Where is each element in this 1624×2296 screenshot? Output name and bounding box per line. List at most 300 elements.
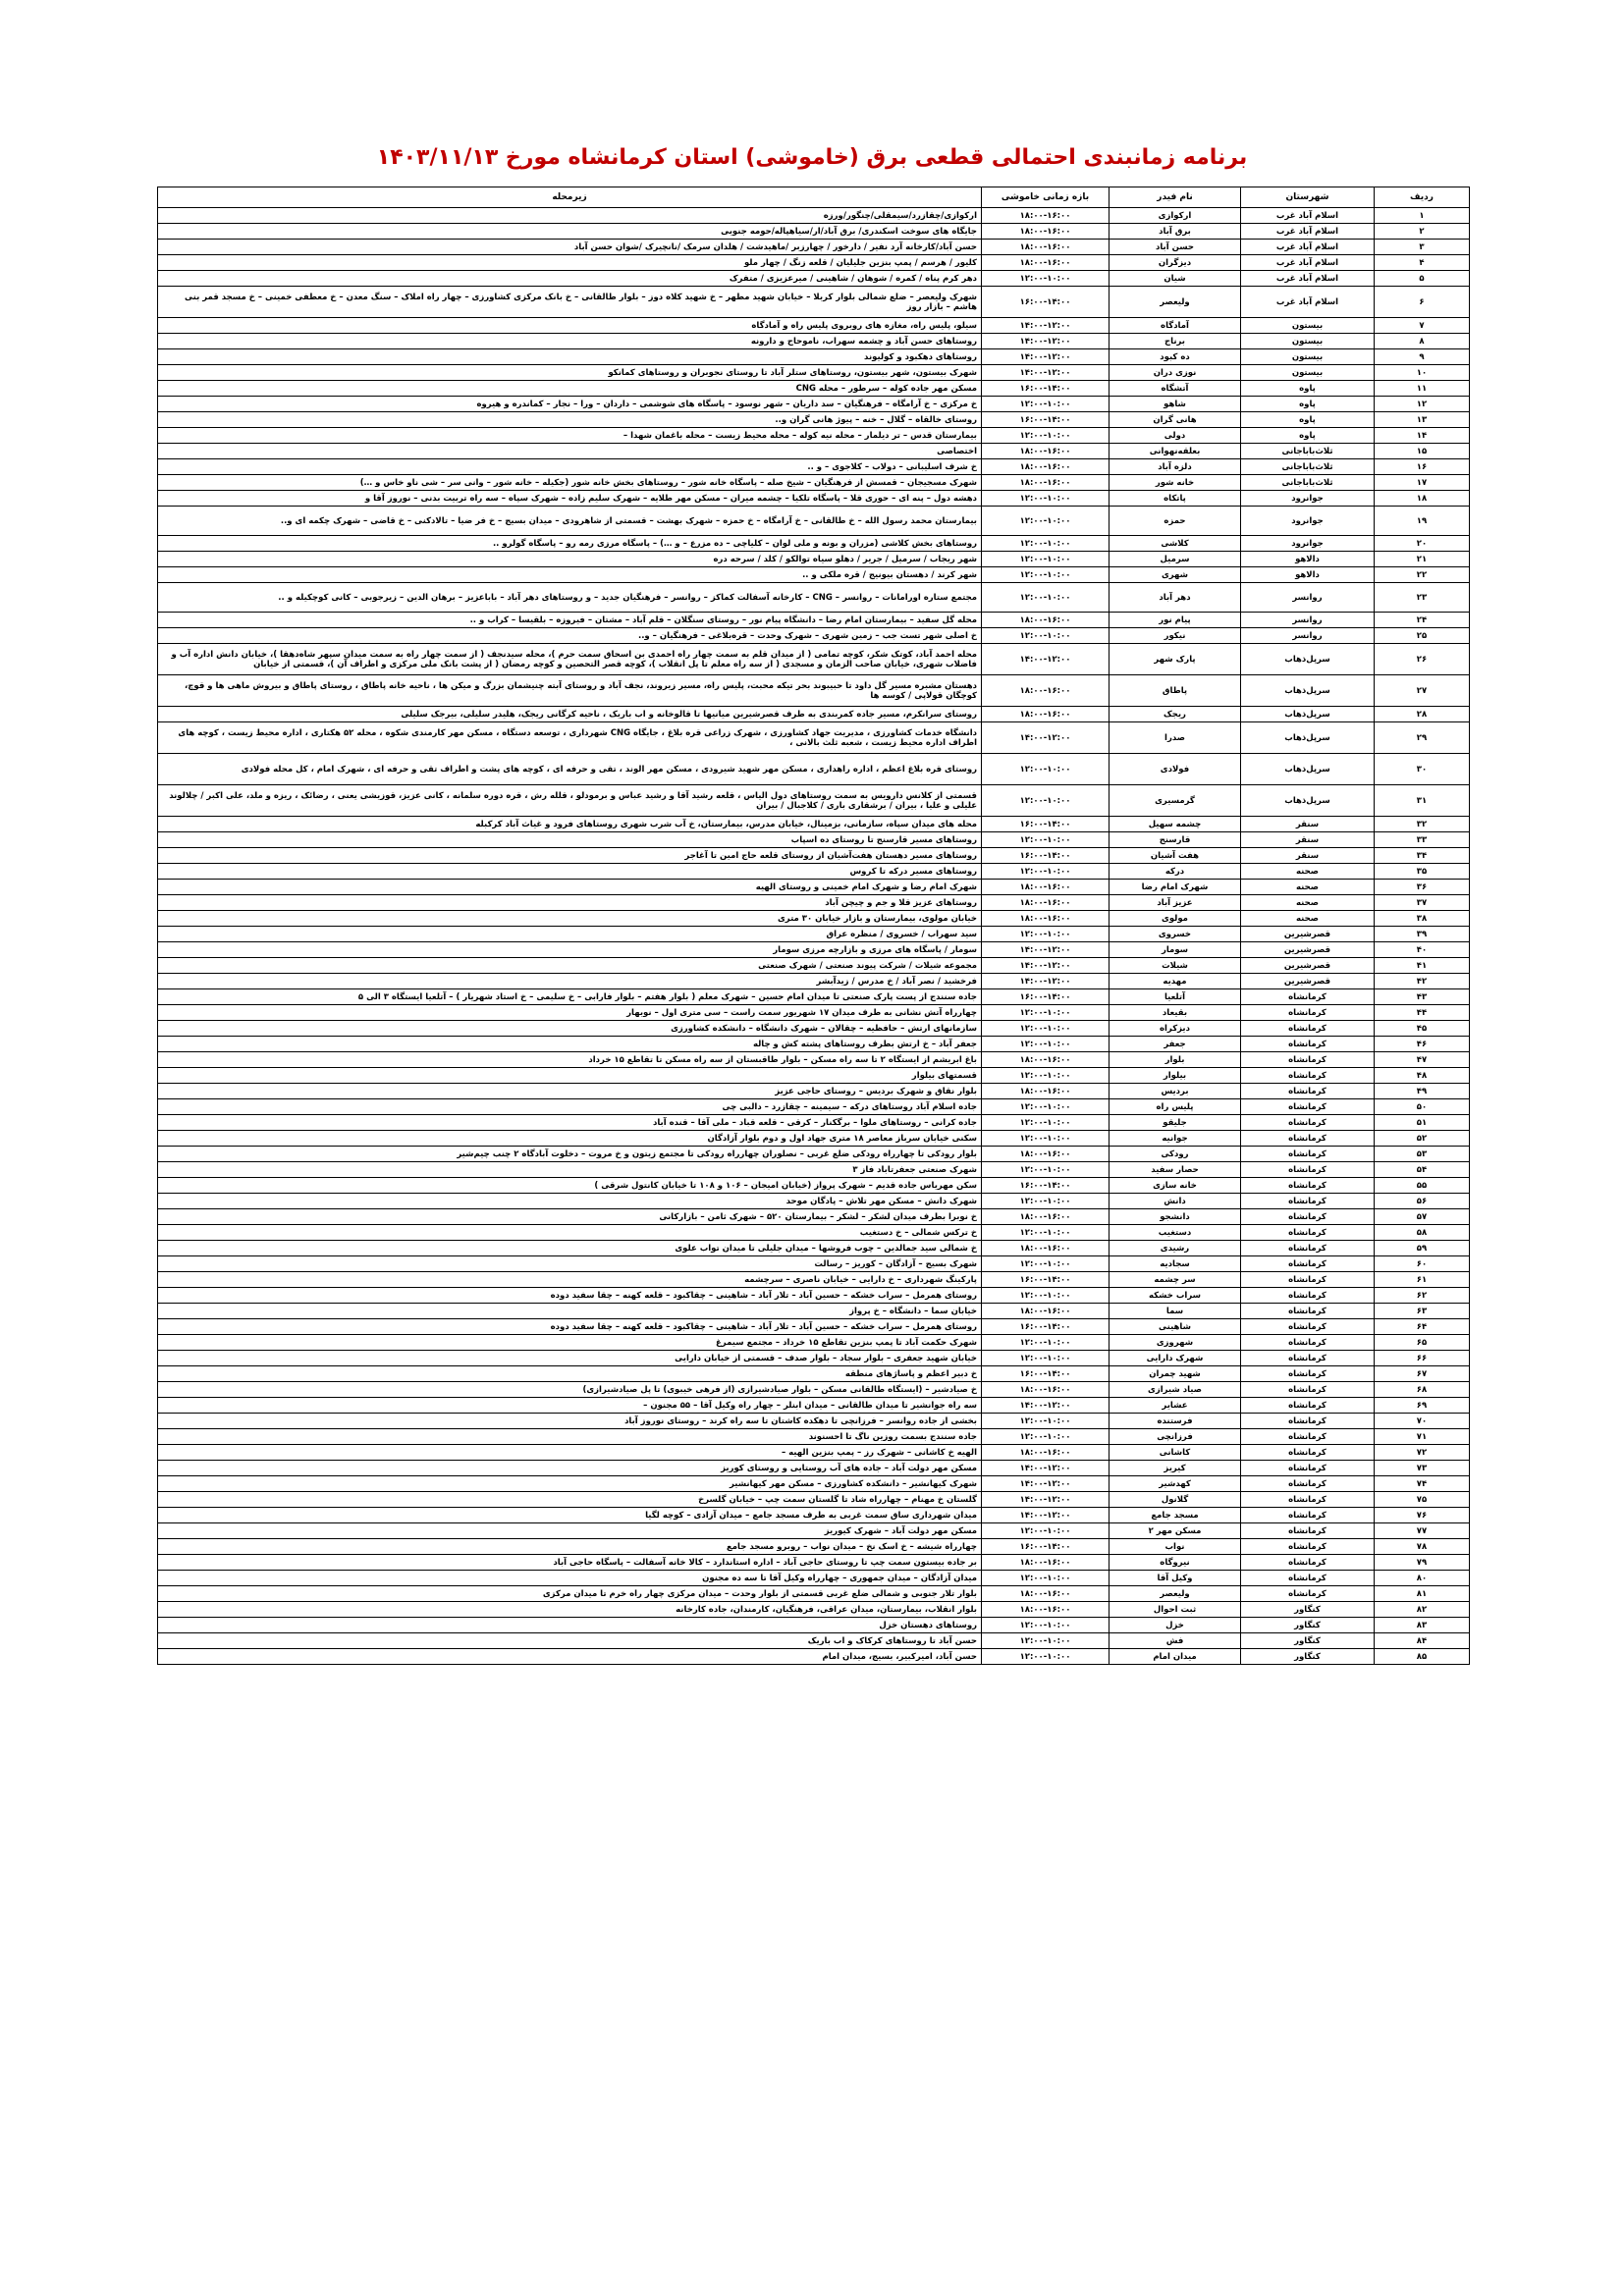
feeder-cell: سومار	[1110, 942, 1241, 958]
table-row	[158, 848, 1470, 864]
table-row	[158, 1162, 1470, 1178]
row-number-cell: ۲۰	[1375, 536, 1470, 552]
feeder-cell: نیکور	[1110, 628, 1241, 644]
county-cell: کرمانشاه	[1241, 1555, 1375, 1571]
row-number-cell: ۸۵	[1375, 1649, 1470, 1665]
table-row	[158, 1209, 1470, 1225]
feeder-cell: قارسنج	[1110, 832, 1241, 848]
table-row	[158, 958, 1470, 974]
neighborhood-cell: بیمارستان محمد رسول الله – خ طالقانی – خ آرامگاه – خ حمزه – شهرک بهشت – قسمتی از شاهرودی – میدان بسیج – خ فر ضیا – تالادکنی – خ قاضی – شهرک چکمه ای و..	[158, 507, 982, 536]
outage-time-cell: ۱۶:۰۰-۱۴:۰۰	[982, 817, 1110, 832]
feeder-cell: فولادی	[1110, 754, 1241, 785]
county-cell: کرمانشاه	[1241, 1476, 1375, 1492]
county-cell: کرمانشاه	[1241, 1335, 1375, 1351]
neighborhood-cell: میدان شهرداری ساق سمت غربی به طرف مسجد جامع – میدان آزادی – کوچه لگیا	[158, 1508, 982, 1523]
feeder-cell: حمزه	[1110, 507, 1241, 536]
table-row	[158, 1241, 1470, 1256]
county-cell: ثلاث‌باباجانی	[1241, 475, 1375, 491]
county-cell: کرمانشاه	[1241, 1586, 1375, 1602]
county-cell: کرمانشاه	[1241, 1256, 1375, 1272]
county-cell: کرمانشاه	[1241, 1178, 1375, 1194]
neighborhood-cell: شهرک امام رضا و شهرک امام خمینی و روستای الهیه	[158, 880, 982, 895]
outage-time-cell: ۱۸:۰۰-۱۶:۰۰	[982, 675, 1110, 707]
row-number-cell: ۱۶	[1375, 459, 1470, 475]
outage-time-cell: ۱۲:۰۰-۱۰:۰۰	[982, 583, 1110, 613]
county-cell: کرمانشاه	[1241, 1162, 1375, 1178]
county-cell: اسلام آباد غرب	[1241, 208, 1375, 224]
table-row	[158, 271, 1470, 287]
outage-time-cell: ۱۸:۰۰-۱۶:۰۰	[982, 1555, 1110, 1571]
county-cell: کرمانشاه	[1241, 1304, 1375, 1319]
feeder-cell: فرزانچی	[1110, 1429, 1241, 1445]
outage-time-cell: ۱۲:۰۰-۱۰:۰۰	[982, 271, 1110, 287]
table-row	[158, 1508, 1470, 1523]
feeder-cell: پارک شهر	[1110, 644, 1241, 675]
feeder-cell: شهرک امام رضا	[1110, 880, 1241, 895]
outage-time-cell: ۱۶:۰۰-۱۴:۰۰	[982, 287, 1110, 318]
feeder-cell: آتلعیا	[1110, 989, 1241, 1005]
table-row	[158, 1351, 1470, 1366]
row-number-cell: ۲	[1375, 224, 1470, 240]
feeder-cell: خزل	[1110, 1618, 1241, 1633]
outage-time-cell: ۱۸:۰۰-۱۶:۰۰	[982, 1445, 1110, 1461]
county-cell: سرپل‌ذهاب	[1241, 675, 1375, 707]
feeder-cell: ولیعصر	[1110, 287, 1241, 318]
neighborhood-cell: روستای قره بلاغ اعظم ، اداره راهداری ، مسکن مهر شهید شیرودی ، مسکن مهر الوند ، تقی و حرفه ای ، کوچه های پشت و اطراف تقی و حرفه ای ، شهرک امام ، کل محله فولادی	[158, 754, 982, 785]
feeder-cell: کاشانی	[1110, 1445, 1241, 1461]
row-number-cell: ۲۲	[1375, 567, 1470, 583]
feeder-cell: ارکوازی	[1110, 208, 1241, 224]
row-number-cell: ۳۲	[1375, 817, 1470, 832]
table-row	[158, 1021, 1470, 1037]
outage-time-cell: ۱۲:۰۰-۱۰:۰۰	[982, 1288, 1110, 1304]
neighborhood-cell: مجتمع ستاره اورامانات – روانسر – CNG – کارخانه آسفالت کماکز – روانسر – فرهنگیان جدید – و روستاهای دهر آباد – باباعزیز – برهان الدین – زیرجوبی – کانی کوچکیله و ..	[158, 583, 982, 613]
table-row	[158, 1555, 1470, 1571]
feeder-cell: پاطاق	[1110, 675, 1241, 707]
county-cell: پاوه	[1241, 381, 1375, 397]
table-row	[158, 1414, 1470, 1429]
table-row	[158, 567, 1470, 583]
feeder-cell: شاهو	[1110, 397, 1241, 412]
neighborhood-cell: شهر کرند / دهستان بیونیج / قره ملکی و ..	[158, 567, 982, 583]
table-row	[158, 381, 1470, 397]
outage-time-cell: ۱۴:۰۰-۱۲:۰۰	[982, 1398, 1110, 1414]
feeder-cell: شهرک دارایی	[1110, 1351, 1241, 1366]
feeder-cell: هانی گران	[1110, 412, 1241, 428]
table-row	[158, 707, 1470, 722]
table-row	[158, 1068, 1470, 1084]
table-row	[158, 1272, 1470, 1288]
county-cell: کرمانشاه	[1241, 1241, 1375, 1256]
feeder-cell: خسروی	[1110, 927, 1241, 942]
county-cell: پاوه	[1241, 412, 1375, 428]
outage-time-cell: ۱۲:۰۰-۱۰:۰۰	[982, 1571, 1110, 1586]
row-number-cell: ۶۳	[1375, 1304, 1470, 1319]
county-cell: صحنه	[1241, 895, 1375, 911]
county-cell: سنقر	[1241, 832, 1375, 848]
table-row	[158, 613, 1470, 628]
table-row	[158, 1586, 1470, 1602]
county-cell: کرمانشاه	[1241, 1461, 1375, 1476]
county-cell: اسلام آباد غرب	[1241, 271, 1375, 287]
table-row	[158, 1602, 1470, 1618]
table-row	[158, 1476, 1470, 1492]
neighborhood-cell: خ اصلی شهر تست جب – زمین شهری – شهرک وحدت – قره‌بلاغی – فرهنگیان – و..	[158, 628, 982, 644]
feeder-cell: بلوار	[1110, 1052, 1241, 1068]
table-row	[158, 224, 1470, 240]
neighborhood-cell: خ صیادشیر – (ایستگاه طالقانی مسکن – بلوار صیادشیرازی (از فرهی خیبوی) تا پل صیادشیرازی)	[158, 1382, 982, 1398]
neighborhood-cell: محله های میدان سپاه، سازمانی، بزمینال، خیابان مدرس، بیمارستان، خ آب شرب شهری روستاهای فرود و غیاث آباد کرکبله	[158, 817, 982, 832]
neighborhood-cell: سومار / پاسگاه های مرزی و بازارچه مرزی سومار	[158, 942, 982, 958]
feeder-cell: پلیس راه	[1110, 1099, 1241, 1115]
county-cell: کرمانشاه	[1241, 1445, 1375, 1461]
county-cell: قصرشیرین	[1241, 942, 1375, 958]
outage-time-cell: ۱۲:۰۰-۱۰:۰۰	[982, 1131, 1110, 1147]
neighborhood-cell: چهارراه آتش نشانی به طرف میدان ۱۷ شهریور سمت راست – سی متری اول – نوبهار	[158, 1005, 982, 1021]
neighborhood-cell: خ ترکس شمالی – خ دستغیب	[158, 1225, 982, 1241]
table-row	[158, 1382, 1470, 1398]
outage-time-cell: ۱۴:۰۰-۱۲:۰۰	[982, 1476, 1110, 1492]
county-cell: کرمانشاه	[1241, 1021, 1375, 1037]
row-number-cell: ۷۸	[1375, 1539, 1470, 1555]
outage-time-cell: ۱۲:۰۰-۱۰:۰۰	[982, 1005, 1110, 1021]
feeder-cell: سجادیه	[1110, 1256, 1241, 1272]
county-cell: سرپل‌ذهاب	[1241, 722, 1375, 754]
row-number-cell: ۶	[1375, 287, 1470, 318]
row-number-cell: ۷۷	[1375, 1523, 1470, 1539]
row-number-cell: ۵۸	[1375, 1225, 1470, 1241]
header-neighborhood: زیرمحله	[158, 187, 982, 208]
outage-time-cell: ۱۲:۰۰-۱۰:۰۰	[982, 785, 1110, 817]
table-row	[158, 722, 1470, 754]
row-number-cell: ۱۲	[1375, 397, 1470, 412]
outage-time-cell: ۱۴:۰۰-۱۲:۰۰	[982, 974, 1110, 989]
row-number-cell: ۴	[1375, 255, 1470, 271]
outage-time-cell: ۱۸:۰۰-۱۶:۰۰	[982, 880, 1110, 895]
row-number-cell: ۴۷	[1375, 1052, 1470, 1068]
neighborhood-cell: قسمتی از کلانس دارویس به سمت روستاهای دول الیاس ، قلعه رشید آقا و رشید عباس و برمودلو ، قلله رش ، قره دوره سلمانه ، کانی عزیز، قوزیشی یعنی ، رضائک ، ریزه و ملد، علی اکبر / چلالوند علیلی و علیا ، بیران / برشقاری باری / کلاجبال / بیران	[158, 785, 982, 817]
feeder-cell: کلاشی	[1110, 536, 1241, 552]
neighborhood-cell: شهرک صنعتی جعفرتاباد فاز ۳	[158, 1162, 982, 1178]
county-cell: جوانرود	[1241, 507, 1375, 536]
neighborhood-cell: جاده اسلام آباد روستاهای درکه – سیمینه – چقازرد – دالبی چی	[158, 1099, 982, 1115]
feeder-cell: کهدشیر	[1110, 1476, 1241, 1492]
outage-time-cell: ۱۸:۰۰-۱۶:۰۰	[982, 1304, 1110, 1319]
table-row	[158, 1194, 1470, 1209]
table-row	[158, 1445, 1470, 1461]
feeder-cell: شهید چمران	[1110, 1366, 1241, 1382]
outage-time-cell: ۱۴:۰۰-۱۲:۰۰	[982, 644, 1110, 675]
row-number-cell: ۲۱	[1375, 552, 1470, 567]
row-number-cell: ۱	[1375, 208, 1470, 224]
outage-schedule-table	[157, 187, 1470, 1665]
table-row	[158, 1005, 1470, 1021]
row-number-cell: ۷۳	[1375, 1461, 1470, 1476]
row-number-cell: ۱۹	[1375, 507, 1470, 536]
outage-time-cell: ۱۲:۰۰-۱۰:۰۰	[982, 1099, 1110, 1115]
feeder-cell: شاهینی	[1110, 1319, 1241, 1335]
county-cell: کرمانشاه	[1241, 1084, 1375, 1099]
county-cell: کرمانشاه	[1241, 1366, 1375, 1382]
county-cell: کرمانشاه	[1241, 1272, 1375, 1288]
county-cell: کرمانشاه	[1241, 1037, 1375, 1052]
county-cell: کرمانشاه	[1241, 1115, 1375, 1131]
row-number-cell: ۶۸	[1375, 1382, 1470, 1398]
neighborhood-cell: خ شرف اسلیبانی – دولاب – کلاجوی – و ..	[158, 459, 982, 475]
outage-time-cell: ۱۸:۰۰-۱۶:۰۰	[982, 475, 1110, 491]
row-number-cell: ۳۸	[1375, 911, 1470, 927]
feeder-cell: آمادگاه	[1110, 318, 1241, 334]
outage-time-cell: ۱۶:۰۰-۱۴:۰۰	[982, 1366, 1110, 1382]
table-row	[158, 318, 1470, 334]
row-number-cell: ۳۵	[1375, 864, 1470, 880]
outage-time-cell: ۱۸:۰۰-۱۶:۰۰	[982, 1586, 1110, 1602]
outage-time-cell: ۱۲:۰۰-۱۰:۰۰	[982, 1523, 1110, 1539]
feeder-cell: حسن آباد	[1110, 240, 1241, 255]
table-row	[158, 1304, 1470, 1319]
neighborhood-cell: حسن آباد، امیرکبیر، بسیج، میدان امام	[158, 1649, 982, 1665]
row-number-cell: ۸۱	[1375, 1586, 1470, 1602]
county-cell: کرمانشاه	[1241, 1225, 1375, 1241]
county-cell: دالاهو	[1241, 552, 1375, 567]
row-number-cell: ۷۱	[1375, 1429, 1470, 1445]
feeder-cell: دانشجو	[1110, 1209, 1241, 1225]
table-row	[158, 397, 1470, 412]
county-cell: کرمانشاه	[1241, 1539, 1375, 1555]
row-number-cell: ۷	[1375, 318, 1470, 334]
outage-time-cell: ۱۲:۰۰-۱۰:۰۰	[982, 1633, 1110, 1649]
feeder-cell: ده کبود	[1110, 349, 1241, 365]
outage-time-cell: ۱۴:۰۰-۱۲:۰۰	[982, 349, 1110, 365]
county-cell: اسلام آباد غرب	[1241, 224, 1375, 240]
county-cell: کرمانشاه	[1241, 1005, 1375, 1021]
feeder-cell: فرستنده	[1110, 1414, 1241, 1429]
neighborhood-cell: سید سهراب / خسروی / منظره عراق	[158, 927, 982, 942]
row-number-cell: ۴۳	[1375, 989, 1470, 1005]
table-row	[158, 864, 1470, 880]
neighborhood-cell: روستای همرمل – سراب خشکه – حسین آباد – تلار آباد – شاهینی – چقاکبود – قلعه کهنه – چقا سفید دوده	[158, 1319, 982, 1335]
table-row	[158, 644, 1470, 675]
county-cell: بیستون	[1241, 334, 1375, 349]
feeder-cell: خانه سازی	[1110, 1178, 1241, 1194]
feeder-cell: رشیدی	[1110, 1241, 1241, 1256]
outage-time-cell: ۱۴:۰۰-۱۲:۰۰	[982, 318, 1110, 334]
row-number-cell: ۲۸	[1375, 707, 1470, 722]
neighborhood-cell: روستاهای مسیر دهستان هفت‌آشیان از روستای قلعه حاج امین تا آغاجر	[158, 848, 982, 864]
neighborhood-cell: چهارراه شیشه – خ اسک نخ – میدان نواب – روبرو مسجد جامع	[158, 1539, 982, 1555]
row-number-cell: ۵۹	[1375, 1241, 1470, 1256]
feeder-cell: مولوی	[1110, 911, 1241, 927]
feeder-cell: دیزگران	[1110, 255, 1241, 271]
outage-time-cell: ۱۸:۰۰-۱۶:۰۰	[982, 911, 1110, 927]
county-cell: کرمانشاه	[1241, 1492, 1375, 1508]
row-number-cell: ۸	[1375, 334, 1470, 349]
table-row	[158, 817, 1470, 832]
feeder-cell: دولی	[1110, 428, 1241, 444]
table-row	[158, 1492, 1470, 1508]
outage-time-cell: ۱۲:۰۰-۱۰:۰۰	[982, 1194, 1110, 1209]
table-row	[158, 334, 1470, 349]
neighborhood-cell: روستاهای دهکبود و کولیوند	[158, 349, 982, 365]
county-cell: کرمانشاه	[1241, 1571, 1375, 1586]
table-row	[158, 1225, 1470, 1241]
neighborhood-cell: شهر ریجاب / سرمیل / جریر / دهلو سیاه توالکو / کلد / سرحه دره	[158, 552, 982, 567]
county-cell: کرمانشاه	[1241, 1209, 1375, 1225]
page-title: برنامه زمانبندی احتمالی قطعی برق (خاموشی) استان کرمانشاه مورخ ۱۴۰۳/۱۱/۱۳	[376, 145, 1248, 170]
outage-time-cell: ۱۲:۰۰-۱۰:۰۰	[982, 428, 1110, 444]
outage-time-cell: ۱۸:۰۰-۱۶:۰۰	[982, 240, 1110, 255]
table-row	[158, 240, 1470, 255]
neighborhood-cell: روستاهای مسیر درکه تا کروس	[158, 864, 982, 880]
outage-time-cell: ۱۶:۰۰-۱۴:۰۰	[982, 848, 1110, 864]
table-row	[158, 880, 1470, 895]
feeder-cell: فش	[1110, 1633, 1241, 1649]
feeder-cell: رودکی	[1110, 1147, 1241, 1162]
row-number-cell: ۶۰	[1375, 1256, 1470, 1272]
row-number-cell: ۳	[1375, 240, 1470, 255]
feeder-cell: پاتکاه	[1110, 491, 1241, 507]
neighborhood-cell: بلوار نقاق و شهرک بردیس – روستای حاجی عزیز	[158, 1084, 982, 1099]
row-number-cell: ۴۸	[1375, 1068, 1470, 1084]
outage-time-cell: ۱۴:۰۰-۱۲:۰۰	[982, 334, 1110, 349]
row-number-cell: ۴۲	[1375, 974, 1470, 989]
row-number-cell: ۷۶	[1375, 1508, 1470, 1523]
neighborhood-cell: روستاهای مسیر قارسنج تا روستای ده اسپاب	[158, 832, 982, 848]
neighborhood-cell: مسکن مهر جاده کوله – سرطور – محله CNG	[158, 381, 982, 397]
county-cell: قصرشیرین	[1241, 958, 1375, 974]
feeder-cell: سر چشمه	[1110, 1272, 1241, 1288]
county-cell: کنگاور	[1241, 1602, 1375, 1618]
neighborhood-cell: حسن آباد تا روستاهای کرکاک و اب باریک	[158, 1633, 982, 1649]
feeder-cell: بردیس	[1110, 1084, 1241, 1099]
outage-time-cell: ۱۸:۰۰-۱۶:۰۰	[982, 1147, 1110, 1162]
neighborhood-cell: خیابان سما – دانشگاه – خ پرواز	[158, 1304, 982, 1319]
row-number-cell: ۱۰	[1375, 365, 1470, 381]
table-row	[158, 1539, 1470, 1555]
table-row	[158, 1288, 1470, 1304]
outage-time-cell: ۱۲:۰۰-۱۰:۰۰	[982, 1414, 1110, 1429]
neighborhood-cell: بلوار انقلاب، بیمارستان، میدان عراقی، فرهنگیان، کارمندان، جاده کارخانه	[158, 1602, 982, 1618]
row-number-cell: ۵۶	[1375, 1194, 1470, 1209]
row-number-cell: ۶۷	[1375, 1366, 1470, 1382]
table-row	[158, 365, 1470, 381]
county-cell: سرپل‌ذهاب	[1241, 785, 1375, 817]
table-row	[158, 989, 1470, 1005]
feeder-cell: بعلقه‌نهوانی	[1110, 444, 1241, 459]
outage-time-cell: ۱۲:۰۰-۱۰:۰۰	[982, 832, 1110, 848]
table-row	[158, 1366, 1470, 1382]
feeder-cell: گلانول	[1110, 1492, 1241, 1508]
neighborhood-cell: بلوار رودکی تا چهارراه رودکی ضلع غربی – نصلوران چهارراه رودکی تا مجتمع زیتون و خ مروت – دخلوت آبادگاه ۲ چنب چیم‌شیر	[158, 1147, 982, 1162]
outage-time-cell: ۱۲:۰۰-۱۰:۰۰	[982, 1335, 1110, 1351]
neighborhood-cell: بلوار تلار جنوبی و شمالی ضلع غربی قسمتی از بلوار وحدت – میدان مرکزی چهار راه خرم تا میدان مرکزی	[158, 1586, 982, 1602]
table-row	[158, 1131, 1470, 1147]
outage-time-cell: ۱۲:۰۰-۱۰:۰۰	[982, 864, 1110, 880]
table-row	[158, 1618, 1470, 1633]
county-cell: روانسر	[1241, 628, 1375, 644]
neighborhood-cell: قسمتهای بیلوار	[158, 1068, 982, 1084]
row-number-cell: ۱۱	[1375, 381, 1470, 397]
outage-time-cell: ۱۲:۰۰-۱۰:۰۰	[982, 1351, 1110, 1366]
county-cell: کرمانشاه	[1241, 1068, 1375, 1084]
neighborhood-cell: خیابان شهید جعفری – بلوار سجاد – بلوار صدف – قسمتی از خیابان دارایی	[158, 1351, 982, 1366]
row-number-cell: ۲۷	[1375, 675, 1470, 707]
county-cell: کرمانشاه	[1241, 1398, 1375, 1414]
county-cell: کرمانشاه	[1241, 1523, 1375, 1539]
neighborhood-cell: روستاهای حسن آباد و چشمه سهراب، ناموحاج و دارونه	[158, 334, 982, 349]
table-row	[158, 911, 1470, 927]
county-cell: جوانرود	[1241, 491, 1375, 507]
feeder-cell: نوزی دران	[1110, 365, 1241, 381]
county-cell: اسلام آباد غرب	[1241, 287, 1375, 318]
header-outage-time: بازه زمانی خاموشی	[982, 187, 1110, 208]
row-number-cell: ۶۱	[1375, 1272, 1470, 1288]
row-number-cell: ۶۶	[1375, 1351, 1470, 1366]
table-row	[158, 491, 1470, 507]
outage-time-cell: ۱۸:۰۰-۱۶:۰۰	[982, 208, 1110, 224]
feeder-cell: کیریز	[1110, 1461, 1241, 1476]
outage-time-cell: ۱۶:۰۰-۱۴:۰۰	[982, 412, 1110, 428]
outage-time-cell: ۱۸:۰۰-۱۶:۰۰	[982, 1052, 1110, 1068]
county-cell: کرمانشاه	[1241, 1131, 1375, 1147]
neighborhood-cell: دانشگاه خدمات کشاورزی ، مدیریت جهاد کشاورزی ، شهرک زراعی قره بلاغ ، جایگاه CNG شهرداری ، توسعه دستگاه ، مسکن مهر کارمندی شکوه ، محله ۵۲ هکتاری ، اداره محیط زیست ، کوچه های اطراف اداره محیط زیست ، شعبه ثلث بالانی ،	[158, 722, 982, 754]
feeder-cell: ثبت احوال	[1110, 1602, 1241, 1618]
table-row	[158, 552, 1470, 567]
feeder-cell: عشایر	[1110, 1398, 1241, 1414]
table-row	[158, 1523, 1470, 1539]
table-row	[158, 444, 1470, 459]
outage-time-cell: ۱۲:۰۰-۱۰:۰۰	[982, 1068, 1110, 1084]
feeder-cell: دلزه آباد	[1110, 459, 1241, 475]
outage-time-cell: ۱۲:۰۰-۱۰:۰۰	[982, 628, 1110, 644]
neighborhood-cell: شهرک کیهانشیر – دانشکده کشاورزی – مسکن مهر کیهانشیر	[158, 1476, 982, 1492]
header-feeder: نام فیدر	[1110, 187, 1241, 208]
table-row	[158, 1429, 1470, 1445]
feeder-cell: مسجد جامع	[1110, 1508, 1241, 1523]
outage-time-cell: ۱۲:۰۰-۱۰:۰۰	[982, 536, 1110, 552]
outage-time-cell: ۱۸:۰۰-۱۶:۰۰	[982, 613, 1110, 628]
neighborhood-cell: دهستان مشبره مسیر گل داود تا حبیبوند بحر تیکه محبت، پلیس راه، مسیر زیروند، نجف آباد و روستای آبته چنیشمان بزرگ و میکن ها ، ناحیه خانه پاطاق ، روستای پاطاق و بیروش ماهی ها و قوچ، کوچگان قولاپی / کوسه ها	[158, 675, 982, 707]
neighborhood-cell: بر جاده بیستون سمت چپ تا روستای حاجی آباد – اداره استاندارد – کالا خانه آسفالت – پاسگاه حاجی آباد	[158, 1555, 982, 1571]
outage-time-cell: ۱۲:۰۰-۱۰:۰۰	[982, 1429, 1110, 1445]
outage-time-cell: ۱۸:۰۰-۱۶:۰۰	[982, 1382, 1110, 1398]
county-cell: روانسر	[1241, 583, 1375, 613]
neighborhood-cell: مجموعه شیلات / شرکت پیوند صنعتی / شهرک صنعتی	[158, 958, 982, 974]
county-cell: جوانرود	[1241, 536, 1375, 552]
table-row	[158, 1649, 1470, 1665]
outage-time-cell: ۱۴:۰۰-۱۲:۰۰	[982, 942, 1110, 958]
neighborhood-cell: سیلو، پلیس راه، مغازه های روبروی پلیس راه و آمادگاه	[158, 318, 982, 334]
row-number-cell: ۳۳	[1375, 832, 1470, 848]
feeder-cell: پیام نور	[1110, 613, 1241, 628]
feeder-cell: میدان امام	[1110, 1649, 1241, 1665]
neighborhood-cell: جاده کرانی – روستاهای ملوا – برگکنار – کرقی – قلعه قباد – ملی آقا – قنده آباد	[158, 1115, 982, 1131]
county-cell: کرمانشاه	[1241, 1351, 1375, 1366]
outage-time-cell: ۱۲:۰۰-۱۰:۰۰	[982, 754, 1110, 785]
county-cell: کرمانشاه	[1241, 1099, 1375, 1115]
table-row	[158, 1178, 1470, 1194]
neighborhood-cell: خیابان مولوی، بیمارستان و بازار خیابان ۳۰ متری	[158, 911, 982, 927]
row-number-cell: ۲۶	[1375, 644, 1470, 675]
feeder-cell: سما	[1110, 1304, 1241, 1319]
feeder-cell: مهدیه	[1110, 974, 1241, 989]
row-number-cell: ۵۱	[1375, 1115, 1470, 1131]
neighborhood-cell: سازمانهای ارتش – حافظیه – چقالان – شهرک دانشگاه – دانشکده کشاورزی	[158, 1021, 982, 1037]
neighborhood-cell: محله احمد آباد، کوتک شکر، کوچه تمامی ( از میدان قلم به سمت چهار راه احمدی بن اسحاق سمت حرم )، محله سیدنجف ( از سمت چهار راه به سمت میدان سپهر شاه‌دهقا )، خیابان دانش اداره آب و فاضلاب شهری، خیابان صاحب الزمان و مسجدی ( از سه راه معلم تا پل انقلاب )، کوچه قصر التحصین و کوچه رمضان ( از پشت بانک ملی مرکزی و اطراف آن )، قسمتی از خیابان	[158, 644, 982, 675]
table-row	[158, 1147, 1470, 1162]
outage-time-cell: ۱۴:۰۰-۱۲:۰۰	[982, 958, 1110, 974]
table-row	[158, 1633, 1470, 1649]
